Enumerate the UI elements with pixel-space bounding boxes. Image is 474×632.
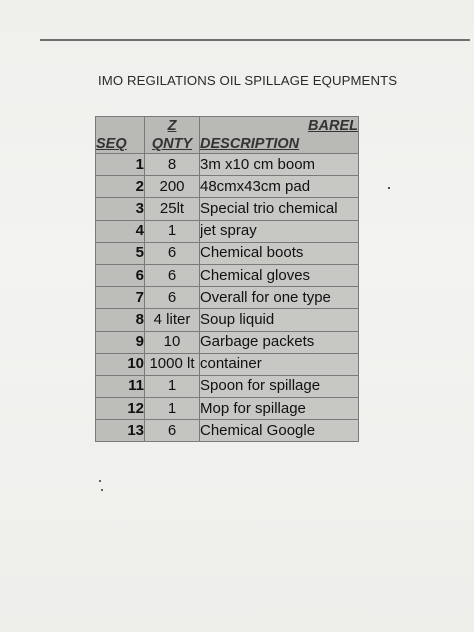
row-qty-cell: 6	[145, 287, 200, 309]
table-row	[96, 287, 359, 309]
row-qty-cell: 200	[145, 176, 200, 198]
row-description-cell: 3m x10 cm boom	[200, 154, 359, 176]
row-seq-cell: 11	[96, 375, 145, 397]
row-description-cell: 48cmx43cm pad	[200, 176, 359, 198]
row-seq-cell: 7	[96, 287, 145, 309]
table-row	[96, 154, 359, 176]
row-description-cell: container	[200, 353, 359, 375]
table-row	[96, 242, 359, 264]
row-description-cell: Mop for spillage	[200, 398, 359, 420]
row-seq-cell: 4	[96, 220, 145, 242]
row-description-cell: Chemical gloves	[200, 264, 359, 286]
row-qty-cell: 6	[145, 264, 200, 286]
row-description-cell: Chemical Google	[200, 420, 359, 442]
table-row	[96, 420, 359, 442]
row-description-cell: Soup liquid	[200, 309, 359, 331]
header-qty-top: Z	[145, 117, 200, 136]
top-rule-divider	[40, 39, 470, 41]
table-row	[96, 264, 359, 286]
row-seq-cell: 2	[96, 176, 145, 198]
table-body	[96, 154, 359, 442]
header-qty: QNTY	[145, 135, 200, 154]
row-description-cell: Overall for one type	[200, 287, 359, 309]
row-description-cell: Special trio chemical	[200, 198, 359, 220]
table-row	[96, 375, 359, 397]
header-row-top	[96, 117, 359, 136]
row-description-cell: Garbage packets	[200, 331, 359, 353]
row-seq-cell: 1	[96, 154, 145, 176]
header-seq: SEQ	[96, 135, 145, 154]
table-row	[96, 220, 359, 242]
scan-speck	[388, 187, 390, 189]
table-row	[96, 309, 359, 331]
scan-speck	[101, 489, 103, 491]
table-row	[96, 198, 359, 220]
row-seq-cell: 8	[96, 309, 145, 331]
equipment-table	[95, 116, 359, 442]
row-seq-cell: 12	[96, 398, 145, 420]
row-qty-cell: 8	[145, 154, 200, 176]
header-row-bottom	[96, 135, 359, 154]
row-seq-cell: 5	[96, 242, 145, 264]
table-row	[96, 398, 359, 420]
header-desc-top: BAREL	[200, 117, 359, 136]
row-qty-cell: 1	[145, 398, 200, 420]
row-qty-cell: 1	[145, 220, 200, 242]
row-qty-cell: 6	[145, 420, 200, 442]
row-description-cell: jet spray	[200, 220, 359, 242]
document-title: IMO REGILATIONS OIL SPILLAGE EQUPMENTS	[98, 73, 398, 88]
row-description-cell: Chemical boots	[200, 242, 359, 264]
row-seq-cell: 6	[96, 264, 145, 286]
table-row	[96, 353, 359, 375]
header-description: DESCRIPTION	[200, 135, 359, 154]
row-seq-cell: 13	[96, 420, 145, 442]
row-qty-cell: 10	[145, 331, 200, 353]
table-header	[96, 117, 359, 154]
row-qty-cell: 4 liter	[145, 309, 200, 331]
table-row	[96, 331, 359, 353]
row-description-cell: Spoon for spillage	[200, 375, 359, 397]
row-seq-cell: 10	[96, 353, 145, 375]
row-qty-cell: 6	[145, 242, 200, 264]
scan-speck	[99, 480, 101, 482]
table-row	[96, 176, 359, 198]
row-qty-cell: 25lt	[145, 198, 200, 220]
row-seq-cell: 3	[96, 198, 145, 220]
row-qty-cell: 1	[145, 375, 200, 397]
row-seq-cell: 9	[96, 331, 145, 353]
row-qty-cell: 1000 lt	[145, 353, 200, 375]
header-seq-top	[96, 117, 145, 136]
